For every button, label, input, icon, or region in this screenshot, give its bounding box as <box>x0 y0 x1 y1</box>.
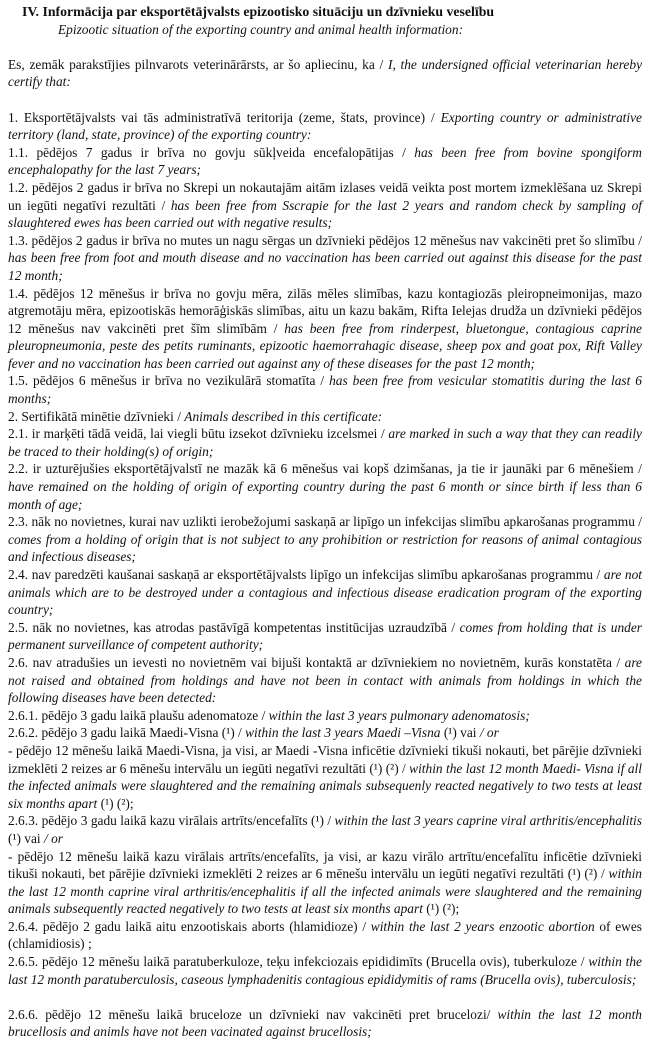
latvian-text: (¹) (²); <box>100 795 134 811</box>
english-text: are not animals which are to be destroyed under a contagious and infectious disease eradication program of the exporting country; <box>8 567 642 618</box>
latvian-text: 2.5. nāk no novietnes, kas atrodas pastāvīgā kompetentas institūcijas uzraudzībā / <box>8 619 460 635</box>
english-text: has been free from Sscrapie for the last 2 years and random check by sampling of slaughtered ewes has been carried out with negative results; <box>8 197 642 231</box>
certificate-clause <box>8 742 642 812</box>
latvian-text: 2.6.6. pēdējo 12 mēnešu laikā bruceloze un dzīvnieki nav vakcinēti pret brucelozi/ <box>8 1006 498 1022</box>
latvian-text: 1. Eksportētājvalsts vai tās administratīvā teritorija (zeme, štats, province) / <box>8 109 441 125</box>
latvian-text: 2.3. nāk no novietnes, kurai nav uzlikti ierobežojumi saskaņā ar lipīgo un infekcijas slimību apkarošanas programmu / <box>8 514 642 530</box>
english-text: within the last 12 month paratuberculosis, caseous lymphadenitis contagious epididymitis of rams (Brucella ovis), tuberculosis; <box>8 954 642 987</box>
certificate-clause <box>8 812 642 847</box>
certificate-clause <box>8 372 642 407</box>
english-text: within the last 3 years caprine viral arthritis/encephalitis <box>334 813 642 829</box>
certificate-clause <box>8 408 642 426</box>
latvian-text: 2.6.3. pēdējo 3 gadu laikā kazu virālais artrīts/encefalīts (¹) / <box>8 813 335 829</box>
latvian-text: 2.6.1. pēdējo 3 gadu laikā plaušu adenomatoze / <box>8 707 269 723</box>
latvian-text: (¹) vai <box>8 830 44 846</box>
english-text: Animals described in this certificate: <box>184 408 383 424</box>
section-title: IV. Informācija par eksportētājvalsts epizootisko situāciju un dzīvnieku veselību <box>22 4 495 19</box>
certificate-clause <box>8 144 642 179</box>
english-text: within the last 3 years pulmonary adenomatosis; <box>268 707 530 723</box>
certificate-clause <box>8 619 642 654</box>
latvian-text: - pēdējo 12 mēnešu laikā Maedi-Visna, ja visi, ar Maedi -Visna inficētie dzīvnieki tikuši nokauti, bet pārējie dzīvnieki izmeklēti 2 reizes ar 6 mēnešu intervālu un iegūti negatīvi rezultāti (¹) (²) / <box>8 742 642 776</box>
certificate-clause <box>8 918 642 953</box>
english-text: Exporting country or administrative territory (land, state, province) of the exporting country: <box>8 109 642 143</box>
english-text: within the last 12 month Maedi- Visna if all the infected animals were slaughtered and the remaining animals subsequenly reacted negatively to two tests at least six months apart <box>8 760 642 811</box>
english-text: I, the undersigned official veterinarian hereby certify that: <box>8 56 643 90</box>
certificate-clause <box>8 179 642 232</box>
certificate-clause <box>8 724 642 742</box>
certificate-clause <box>8 566 642 619</box>
latvian-text: 2.6.4. pēdējo 2 gadu laikā aitu enzootiskais aborts (hlamidioze) / <box>8 918 371 934</box>
certificate-clause <box>8 513 642 566</box>
latvian-text: 1.3. pēdējos 2 gadus ir brīva no mutes un nagu sērgas un dzīvnieki pēdējos 12 mēnešus nav vakcinēti pret šo slimību / <box>8 232 642 248</box>
english-text: are not raised and obtained from holdings and have not been in contact with animals from holdings in which the following diseases have been detected: <box>8 654 642 706</box>
english-text: has been free from bovine spongiform encephalopathy for the last 7 years; <box>8 144 642 178</box>
latvian-text: 2.4. nav paredzēti kaušanai saskaņā ar eksportētājvalsts lipīgo un infekcijas slimību apkarošanas programmu / <box>8 567 604 582</box>
english-text: within the last 12 month brucellosis and animls have not been vacinated against brucellosis; <box>8 1006 642 1040</box>
english-text: has been free from rinderpest, bluetongue, contagious caprine pleuropneumonia, peste des petits ruminants, epizootic haemorrahagic disease, sheep pox and goat pox, Rift Valley fever and no vaccination has been carried out against any of these diseases for the past 12 month; <box>8 320 642 371</box>
latvian-text: 2.1. ir marķēti tādā veidā, lai viegli būtu izsekot dzīvnieku izcelsmei / <box>8 426 389 442</box>
latvian-text: 2.6. nav atradušies un ievesti no novietnēm vai bijuši kontaktā ar dzīvniekiem no novietnēm, kurās konstatēta / <box>8 654 625 670</box>
latvian-text: - pēdējo 12 mēnešu laikā kazu virālais artrīts/encefalīts, ja visi, ar kazu virālo artrītu/encefalītu inficētie dzīvnieki tikuši nokauti, bet pārējie dzīvnieki izmeklēti 2 reizes ar 6 mēnešu intervālu un iegūti negatīvi rezultāti (¹) (²) / <box>8 848 642 882</box>
latvian-text: 2.6.2. pēdējo 3 gadu laikā Maedi-Visna (¹) / <box>8 725 246 741</box>
certificate-clause <box>8 707 642 725</box>
english-text: comes from a holding of origin that is not subject to any prohibition or restriction for reasons of animal contagious and infectious diseases; <box>8 531 642 565</box>
certificate-clause <box>8 232 642 285</box>
english-text: / or <box>479 725 499 741</box>
english-text: within the last 3 years Maedi –Visna <box>245 725 444 741</box>
latvian-text: (¹) (²); <box>426 901 460 917</box>
certificate-clause <box>8 460 642 513</box>
section-subtitle: Epizootic situation of the exporting country and animal health information: <box>58 21 464 37</box>
certificate-clause <box>8 285 642 373</box>
certificate-clause <box>8 654 642 707</box>
certificate-clause <box>8 1006 642 1041</box>
certificate-clause <box>8 56 642 91</box>
english-text: within the last 2 years enzootic abortion <box>370 918 595 934</box>
latvian-text: 2.2. ir uzturējušies eksportētājvalstī ne mazāk kā 6 mēnešus vai kopš dzimšanas, ja tie ir jaunāki par 6 mēnešiem / <box>8 461 642 477</box>
certificate-clause <box>8 425 642 460</box>
certificate-body <box>8 56 642 1041</box>
english-text: / or <box>44 830 63 846</box>
latvian-text: 1.2. pēdējos 2 gadus ir brīva no Skrepi un nokautajām aitām izlases veidā veikta post mortem izmeklēšana uz Skrepi un iegūti negatīvi rezultāti / <box>8 179 642 213</box>
certificate-clause <box>8 109 642 144</box>
english-text: has been free from vesicular stomatitis during the last 6 months; <box>8 373 642 407</box>
latvian-text: (¹) vai <box>443 725 480 741</box>
certificate-clause <box>8 953 642 988</box>
latvian-text: 2. Sertifikātā minētie dzīvnieki / <box>8 408 185 424</box>
english-text: have remained on the holding of origin of exporting country during the past 6 month or since birth if less than 6 month of age; <box>8 479 642 512</box>
english-text: are marked in such a way that they can readily be traced to their holding(s) of origin; <box>8 426 642 459</box>
latvian-text: 2.6.5. pēdējo 12 mēnešu laikā paratuberkuloze, teķu infekciozais epididimīts (Brucella ovis), tuberkuloze / <box>8 954 589 970</box>
english-text: has been free from foot and mouth disease and no vaccination has been carried out against this disease for the past 12 month; <box>8 250 642 283</box>
latvian-text: 1.4. pēdējos 12 mēnešus ir brīva no govju mēra, zilās mēles slimības, kazu kontagiozās pleiropneimonijas, mazo atgremotāju mēra, epizootiskās hemorāģiskās slimības, aitu un kazu bakām, Rifta Ielejas drudža un dzīvnieki pēdējos 12 mēnešus nav vakcinēti pret šīm slimībām / <box>8 285 642 336</box>
latvian-text: of ewes (chlamidiosis) ; <box>8 918 642 952</box>
latvian-text: Es, zemāk parakstījies pilnvarots veterinārārsts, ar šo apliecinu, ka / <box>8 56 388 72</box>
latvian-text: 1.5. pēdējos 6 mēnešus ir brīva no vezikulārā stomatīta / <box>8 373 330 389</box>
english-text: within the last 12 month caprine viral arthritis/encephalitis if all the infected animals were slaughtered and the remaining animals subsequently reacted negatively to two tests at least six months apart <box>8 866 642 917</box>
english-text: comes from holding that is under permanent surveillance of competent authority; <box>8 619 642 653</box>
certificate-clause <box>8 848 642 918</box>
latvian-text: 1.1. pēdējos 7 gadus ir brīva no govju sūkļveida encefalopātijas / <box>8 144 415 160</box>
